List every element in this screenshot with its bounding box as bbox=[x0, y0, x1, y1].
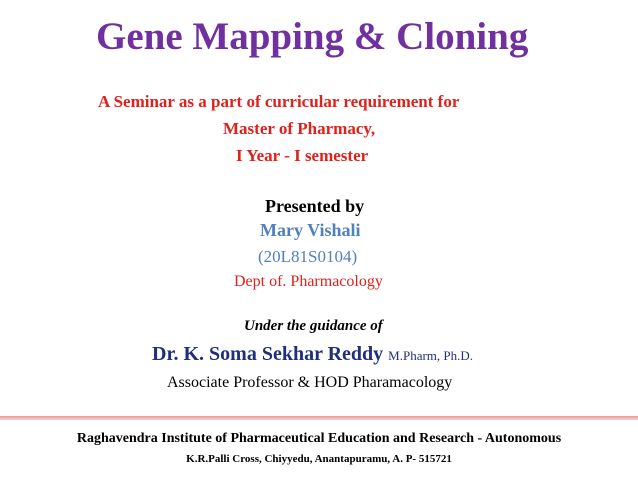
guide-line bbox=[152, 343, 473, 366]
slide-title: Gene Mapping & Cloning bbox=[96, 15, 529, 58]
guide-role: Associate Professor & HOD Pharamacology bbox=[167, 374, 453, 391]
institution-name: Raghavendra Institute of Pharmaceutical Education and Research - Autonomous bbox=[76, 431, 562, 446]
presenter-name: Mary Vishali bbox=[260, 220, 361, 240]
seminar-line-3: I Year - I semester bbox=[236, 146, 369, 165]
guidance-label: Under the guidance of bbox=[244, 318, 383, 334]
guide-name: Dr. K. Soma Sekhar Reddy bbox=[152, 343, 384, 365]
guide-degrees: M.Pharm, Ph.D. bbox=[388, 348, 474, 363]
seminar-line-2: Master of Pharmacy, bbox=[223, 119, 376, 138]
footer-divider bbox=[0, 416, 638, 420]
seminar-line-1: A Seminar as a part of curricular requirement for bbox=[98, 92, 460, 111]
presented-by-label: Presented by bbox=[265, 196, 365, 216]
institution-address: K.R.Palli Cross, Chiyyedu, Anantapuramu, A. P- 515721 bbox=[186, 453, 452, 465]
presenter-department: Dept of. Pharmacology bbox=[234, 273, 383, 290]
presenter-roll-number: (20L81S0104) bbox=[258, 247, 358, 266]
